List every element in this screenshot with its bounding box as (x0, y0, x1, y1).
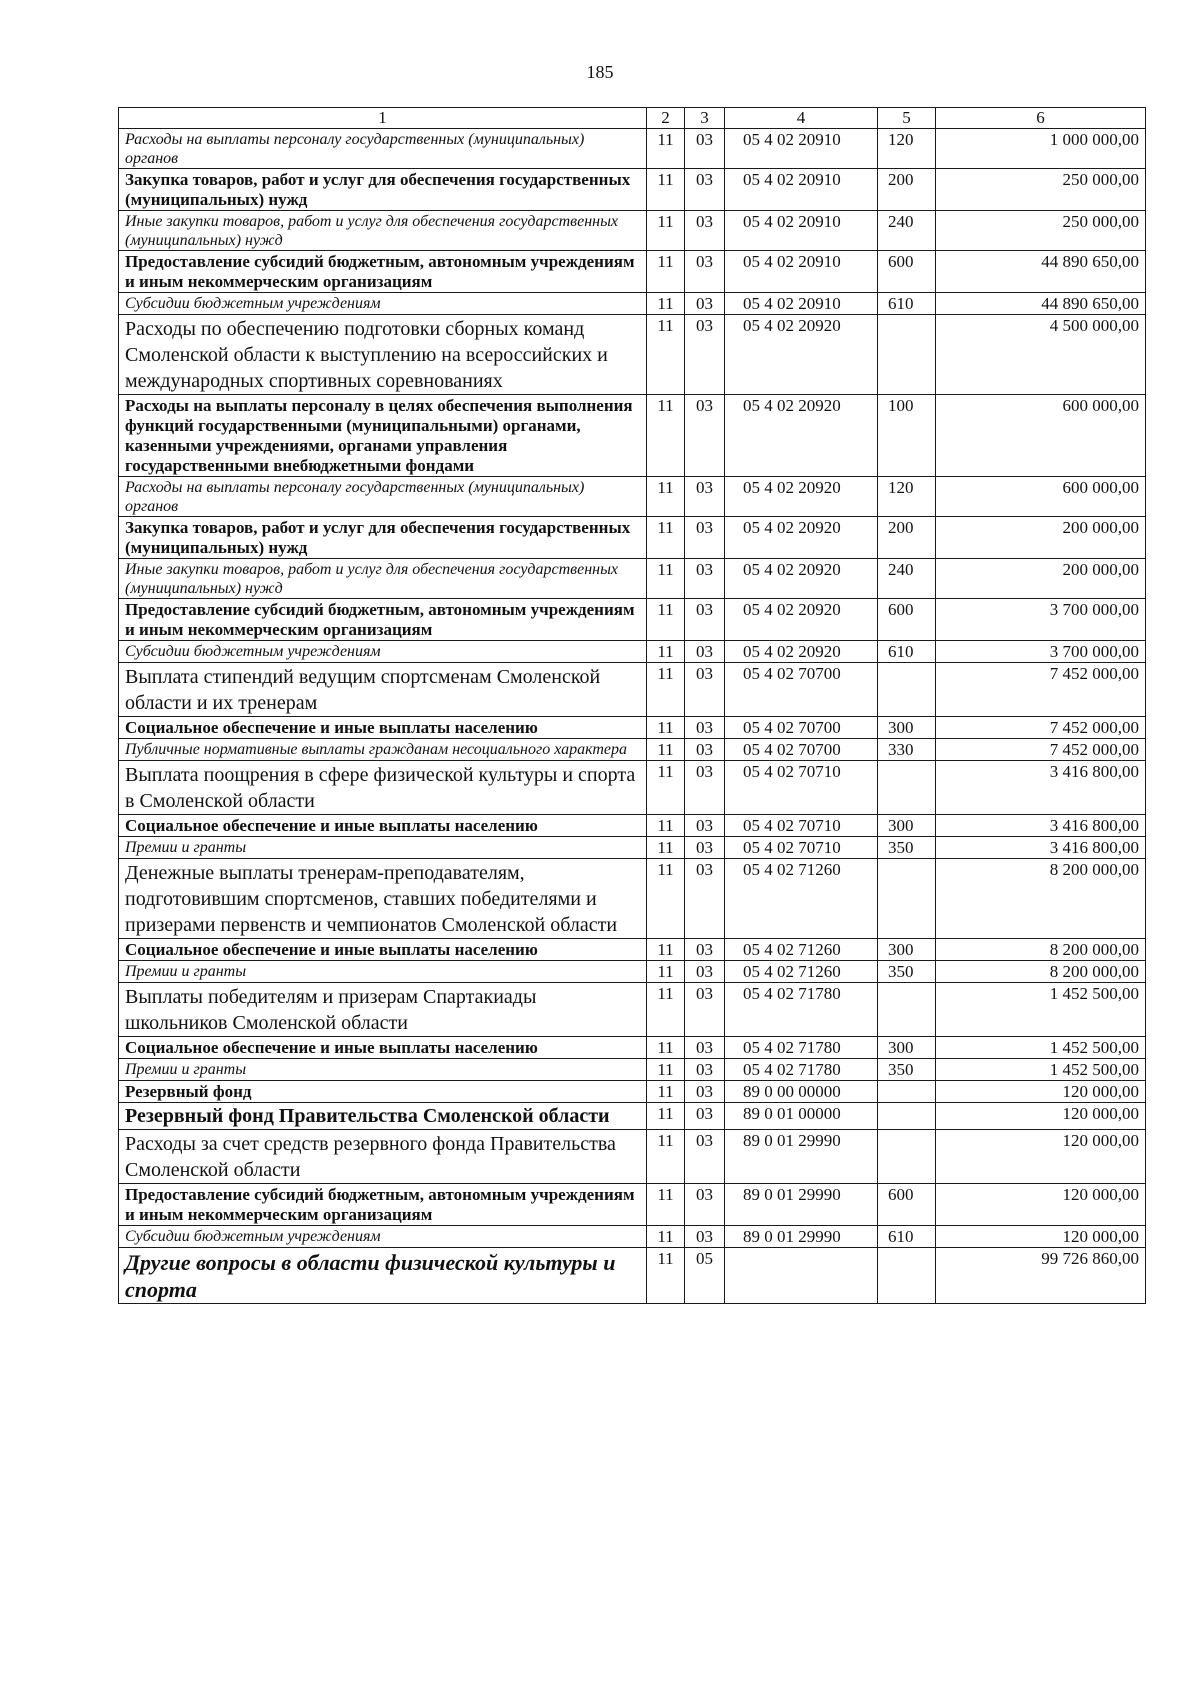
table-row (119, 599, 1146, 641)
expense-type-cell (878, 1103, 936, 1130)
row-name-cell: Другие вопросы в области физической культуры и спорта (119, 1248, 647, 1304)
target-article-cell: 05 4 02 70700 (725, 663, 878, 717)
row-name-cell: Выплаты победителям и призерам Спартакиады школьников Смоленской области (119, 983, 647, 1037)
target-article-cell: 05 4 02 20910 (725, 169, 878, 211)
row-name-cell: Закупка товаров, работ и услуг для обеспечения государственных (муниципальных) нужд (119, 169, 647, 211)
expense-type-cell: 350 (878, 1059, 936, 1081)
amount-cell: 44 890 650,00 (936, 251, 1146, 293)
amount-cell: 120 000,00 (936, 1184, 1146, 1226)
section-code-cell: 11 (647, 293, 685, 315)
header-col-2: 2 (647, 108, 685, 129)
row-name-cell: Премии и гранты (119, 1059, 647, 1081)
amount-cell: 8 200 000,00 (936, 939, 1146, 961)
amount-cell: 1 452 500,00 (936, 1059, 1146, 1081)
expense-type-cell: 300 (878, 1037, 936, 1059)
row-name-cell: Социальное обеспечение и иные выплаты населению (119, 1037, 647, 1059)
section-code-cell: 11 (647, 761, 685, 815)
amount-cell: 7 452 000,00 (936, 739, 1146, 761)
section-code-cell: 11 (647, 983, 685, 1037)
table-row (119, 663, 1146, 717)
expense-type-cell: 300 (878, 939, 936, 961)
expense-type-cell: 120 (878, 477, 936, 517)
expense-type-cell: 240 (878, 559, 936, 599)
subsection-code-cell: 03 (685, 559, 725, 599)
subsection-code-cell: 05 (685, 1248, 725, 1304)
subsection-code-cell: 03 (685, 477, 725, 517)
row-name-cell: Предоставление субсидий бюджетным, автономным учреждениям и иным некоммерческим организациям (119, 599, 647, 641)
subsection-code-cell: 03 (685, 717, 725, 739)
target-article-cell: 05 4 02 70700 (725, 739, 878, 761)
section-code-cell: 11 (647, 1226, 685, 1248)
table-header (119, 108, 1146, 129)
section-code-cell: 11 (647, 517, 685, 559)
table-row (119, 477, 1146, 517)
expense-type-cell: 300 (878, 717, 936, 739)
section-code-cell: 11 (647, 939, 685, 961)
section-code-cell: 11 (647, 211, 685, 251)
section-code-cell: 11 (647, 559, 685, 599)
row-name-cell: Выплата стипендий ведущим спортсменам Смоленской области и их тренерам (119, 663, 647, 717)
expense-type-cell: 600 (878, 599, 936, 641)
target-article-cell: 05 4 02 71260 (725, 859, 878, 939)
target-article-cell: 05 4 02 20910 (725, 251, 878, 293)
target-article-cell: 05 4 02 20920 (725, 477, 878, 517)
section-code-cell: 11 (647, 169, 685, 211)
row-name-cell: Субсидии бюджетным учреждениям (119, 293, 647, 315)
expense-type-cell: 350 (878, 961, 936, 983)
expense-type-cell: 200 (878, 169, 936, 211)
subsection-code-cell: 03 (685, 1037, 725, 1059)
amount-cell: 120 000,00 (936, 1103, 1146, 1130)
amount-cell: 3 416 800,00 (936, 837, 1146, 859)
section-code-cell: 11 (647, 815, 685, 837)
table-row (119, 559, 1146, 599)
table-row (119, 1103, 1146, 1130)
expense-type-cell (878, 315, 936, 395)
expense-type-cell: 350 (878, 837, 936, 859)
amount-cell: 120 000,00 (936, 1081, 1146, 1103)
target-article-cell: 05 4 02 20920 (725, 641, 878, 663)
section-code-cell: 11 (647, 1248, 685, 1304)
table-body (119, 129, 1146, 1304)
amount-cell: 120 000,00 (936, 1130, 1146, 1184)
expense-type-cell (878, 1248, 936, 1304)
amount-cell: 99 726 860,00 (936, 1248, 1146, 1304)
section-code-cell: 11 (647, 477, 685, 517)
amount-cell: 200 000,00 (936, 517, 1146, 559)
table-row (119, 1130, 1146, 1184)
header-col-5: 5 (878, 108, 936, 129)
row-name-cell: Премии и гранты (119, 961, 647, 983)
subsection-code-cell: 03 (685, 739, 725, 761)
subsection-code-cell: 03 (685, 315, 725, 395)
subsection-code-cell: 03 (685, 129, 725, 169)
row-name-cell: Иные закупки товаров, работ и услуг для обеспечения государственных (муниципальных) нужд (119, 211, 647, 251)
subsection-code-cell: 03 (685, 1226, 725, 1248)
subsection-code-cell: 03 (685, 1059, 725, 1081)
subsection-code-cell: 03 (685, 1081, 725, 1103)
row-name-cell: Закупка товаров, работ и услуг для обеспечения государственных (муниципальных) нужд (119, 517, 647, 559)
header-col-1: 1 (119, 108, 647, 129)
table-row (119, 961, 1146, 983)
row-name-cell: Премии и гранты (119, 837, 647, 859)
table-row (119, 169, 1146, 211)
subsection-code-cell: 03 (685, 1130, 725, 1184)
row-name-cell: Расходы по обеспечению подготовки сборных команд Смоленской области к выступлению на всероссийских и международных спортивных соревнованиях (119, 315, 647, 395)
section-code-cell: 11 (647, 739, 685, 761)
row-name-cell: Расходы на выплаты персоналу государственных (муниципальных) органов (119, 477, 647, 517)
expense-type-cell (878, 983, 936, 1037)
amount-cell: 200 000,00 (936, 559, 1146, 599)
section-code-cell: 11 (647, 1059, 685, 1081)
section-code-cell: 11 (647, 1103, 685, 1130)
expense-type-cell (878, 1130, 936, 1184)
row-name-cell: Социальное обеспечение и иные выплаты населению (119, 815, 647, 837)
header-col-4: 4 (725, 108, 878, 129)
expense-type-cell: 120 (878, 129, 936, 169)
section-code-cell: 11 (647, 1037, 685, 1059)
target-article-cell: 05 4 02 70700 (725, 717, 878, 739)
target-article-cell: 89 0 00 00000 (725, 1081, 878, 1103)
row-name-cell: Резервный фонд Правительства Смоленской области (119, 1103, 647, 1130)
header-col-3: 3 (685, 108, 725, 129)
amount-cell: 8 200 000,00 (936, 961, 1146, 983)
subsection-code-cell: 03 (685, 961, 725, 983)
expense-type-cell: 100 (878, 395, 936, 477)
amount-cell: 3 700 000,00 (936, 599, 1146, 641)
amount-cell: 3 416 800,00 (936, 761, 1146, 815)
subsection-code-cell: 03 (685, 761, 725, 815)
page-number: 185 (586, 62, 614, 82)
row-name-cell: Расходы на выплаты персоналу государственных (муниципальных) органов (119, 129, 647, 169)
target-article-cell: 05 4 02 20920 (725, 517, 878, 559)
subsection-code-cell: 03 (685, 251, 725, 293)
table-row (119, 251, 1146, 293)
table-row (119, 211, 1146, 251)
subsection-code-cell: 03 (685, 395, 725, 477)
row-name-cell: Расходы на выплаты персоналу в целях обеспечения выполнения функций государственными (муниципальными) органами, казенными учреждениями, органами управления государственными внебюджетными фондами (119, 395, 647, 477)
row-name-cell: Иные закупки товаров, работ и услуг для обеспечения государственных (муниципальных) нужд (119, 559, 647, 599)
subsection-code-cell: 03 (685, 939, 725, 961)
section-code-cell: 11 (647, 1184, 685, 1226)
row-name-cell: Предоставление субсидий бюджетным, автономным учреждениям и иным некоммерческим организациям (119, 1184, 647, 1226)
section-code-cell: 11 (647, 129, 685, 169)
table-row (119, 395, 1146, 477)
table-row (119, 1248, 1146, 1304)
expense-type-cell: 300 (878, 815, 936, 837)
table-row (119, 1037, 1146, 1059)
target-article-cell: 05 4 02 70710 (725, 837, 878, 859)
expense-type-cell: 610 (878, 641, 936, 663)
target-article-cell: 05 4 02 70710 (725, 815, 878, 837)
target-article-cell: 05 4 02 70710 (725, 761, 878, 815)
expense-type-cell: 610 (878, 293, 936, 315)
table-row (119, 1081, 1146, 1103)
table-row (119, 939, 1146, 961)
target-article-cell (725, 1248, 878, 1304)
expense-type-cell: 610 (878, 1226, 936, 1248)
table-row (119, 983, 1146, 1037)
table-row (119, 859, 1146, 939)
expense-type-cell: 240 (878, 211, 936, 251)
amount-cell: 600 000,00 (936, 395, 1146, 477)
target-article-cell: 05 4 02 20920 (725, 599, 878, 641)
subsection-code-cell: 03 (685, 211, 725, 251)
expense-type-cell (878, 663, 936, 717)
target-article-cell: 05 4 02 71780 (725, 983, 878, 1037)
section-code-cell: 11 (647, 251, 685, 293)
expense-type-cell (878, 761, 936, 815)
target-article-cell: 05 4 02 20910 (725, 211, 878, 251)
row-name-cell: Денежные выплаты тренерам-преподавателям, подготовившим спортсменов, ставших победителями и призерами первенств и чемпионатов Смоленской области (119, 859, 647, 939)
subsection-code-cell: 03 (685, 837, 725, 859)
row-name-cell: Резервный фонд (119, 1081, 647, 1103)
section-code-cell: 11 (647, 395, 685, 477)
amount-cell: 1 000 000,00 (936, 129, 1146, 169)
row-name-cell: Публичные нормативные выплаты гражданам несоциального характера (119, 739, 647, 761)
amount-cell: 44 890 650,00 (936, 293, 1146, 315)
amount-cell: 250 000,00 (936, 169, 1146, 211)
row-name-cell: Субсидии бюджетным учреждениям (119, 1226, 647, 1248)
table-row (119, 1184, 1146, 1226)
row-name-cell: Расходы за счет средств резервного фонда Правительства Смоленской области (119, 1130, 647, 1184)
table-row (119, 293, 1146, 315)
expense-type-cell: 200 (878, 517, 936, 559)
subsection-code-cell: 03 (685, 859, 725, 939)
target-article-cell: 05 4 02 71260 (725, 961, 878, 983)
subsection-code-cell: 03 (685, 1184, 725, 1226)
amount-cell: 1 452 500,00 (936, 983, 1146, 1037)
section-code-cell: 11 (647, 641, 685, 663)
row-name-cell: Предоставление субсидий бюджетным, автономным учреждениям и иным некоммерческим организациям (119, 251, 647, 293)
row-name-cell: Социальное обеспечение и иные выплаты населению (119, 939, 647, 961)
target-article-cell: 89 0 01 29990 (725, 1226, 878, 1248)
row-name-cell: Субсидии бюджетным учреждениям (119, 641, 647, 663)
section-code-cell: 11 (647, 859, 685, 939)
table-row (119, 717, 1146, 739)
amount-cell: 250 000,00 (936, 211, 1146, 251)
amount-cell: 4 500 000,00 (936, 315, 1146, 395)
amount-cell: 7 452 000,00 (936, 717, 1146, 739)
expense-type-cell: 600 (878, 251, 936, 293)
amount-cell: 1 452 500,00 (936, 1037, 1146, 1059)
expense-type-cell (878, 859, 936, 939)
section-code-cell: 11 (647, 599, 685, 641)
target-article-cell: 05 4 02 20920 (725, 315, 878, 395)
table-row (119, 761, 1146, 815)
target-article-cell: 05 4 02 20910 (725, 129, 878, 169)
subsection-code-cell: 03 (685, 663, 725, 717)
section-code-cell: 11 (647, 837, 685, 859)
subsection-code-cell: 03 (685, 169, 725, 211)
table-row (119, 1226, 1146, 1248)
expense-type-cell: 330 (878, 739, 936, 761)
table-row (119, 129, 1146, 169)
amount-cell: 8 200 000,00 (936, 859, 1146, 939)
table-row (119, 739, 1146, 761)
table-row (119, 641, 1146, 663)
target-article-cell: 89 0 01 29990 (725, 1130, 878, 1184)
table-row (119, 837, 1146, 859)
subsection-code-cell: 03 (685, 983, 725, 1037)
target-article-cell: 05 4 02 71780 (725, 1059, 878, 1081)
target-article-cell: 05 4 02 20920 (725, 395, 878, 477)
table-row (119, 1059, 1146, 1081)
amount-cell: 600 000,00 (936, 477, 1146, 517)
target-article-cell: 89 0 01 00000 (725, 1103, 878, 1130)
row-name-cell: Выплата поощрения в сфере физической культуры и спорта в Смоленской области (119, 761, 647, 815)
amount-cell: 120 000,00 (936, 1226, 1146, 1248)
subsection-code-cell: 03 (685, 293, 725, 315)
subsection-code-cell: 03 (685, 1103, 725, 1130)
subsection-code-cell: 03 (685, 815, 725, 837)
budget-table (118, 107, 1146, 1304)
subsection-code-cell: 03 (685, 517, 725, 559)
table-row (119, 517, 1146, 559)
section-code-cell: 11 (647, 315, 685, 395)
subsection-code-cell: 03 (685, 599, 725, 641)
section-code-cell: 11 (647, 717, 685, 739)
section-code-cell: 11 (647, 1130, 685, 1184)
target-article-cell: 05 4 02 20920 (725, 559, 878, 599)
amount-cell: 3 700 000,00 (936, 641, 1146, 663)
expense-type-cell (878, 1081, 936, 1103)
target-article-cell: 05 4 02 20910 (725, 293, 878, 315)
row-name-cell: Социальное обеспечение и иные выплаты населению (119, 717, 647, 739)
target-article-cell: 89 0 01 29990 (725, 1184, 878, 1226)
section-code-cell: 11 (647, 663, 685, 717)
amount-cell: 3 416 800,00 (936, 815, 1146, 837)
table-row (119, 315, 1146, 395)
section-code-cell: 11 (647, 1081, 685, 1103)
header-col-6: 6 (936, 108, 1146, 129)
header-row (119, 108, 1146, 129)
section-code-cell: 11 (647, 961, 685, 983)
target-article-cell: 05 4 02 71260 (725, 939, 878, 961)
amount-cell: 7 452 000,00 (936, 663, 1146, 717)
expense-type-cell: 600 (878, 1184, 936, 1226)
target-article-cell: 05 4 02 71780 (725, 1037, 878, 1059)
subsection-code-cell: 03 (685, 641, 725, 663)
table-row (119, 815, 1146, 837)
